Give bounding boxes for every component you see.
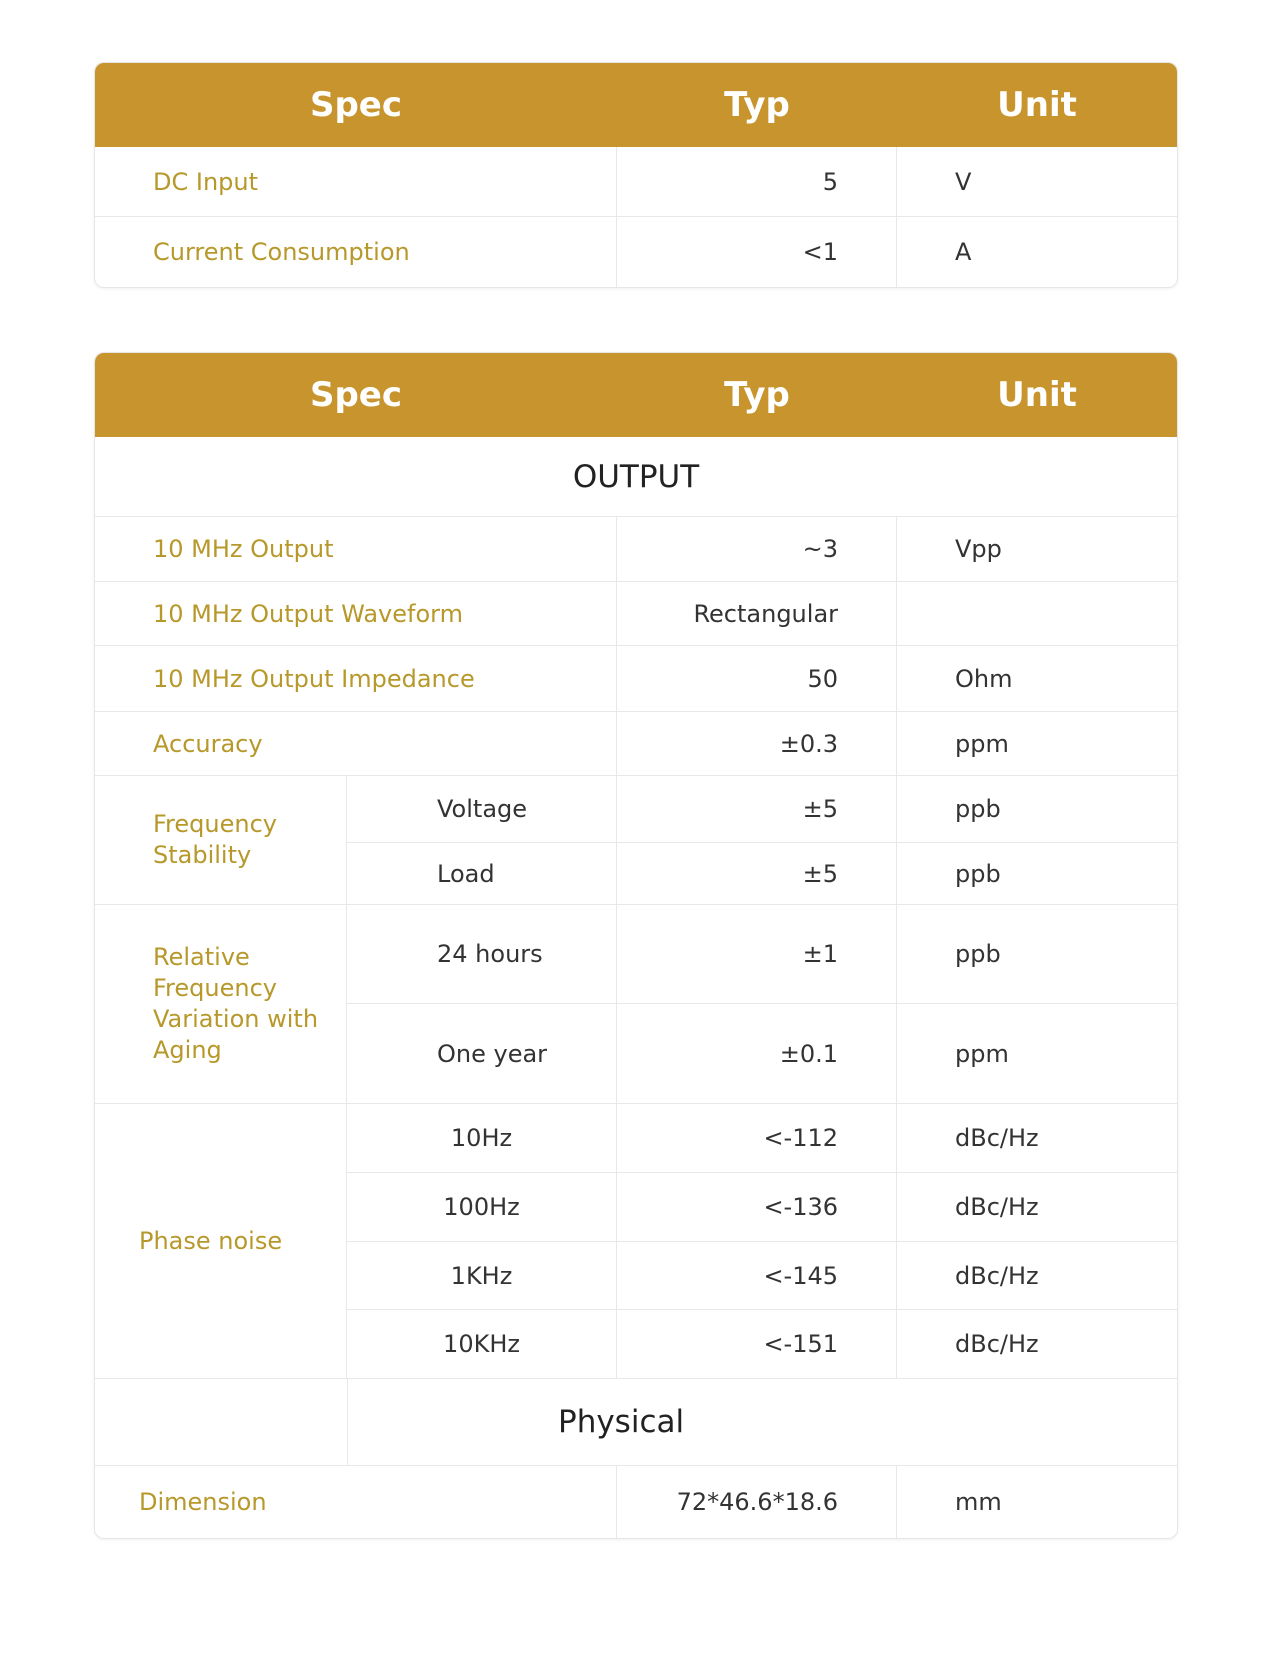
header-spec: Spec	[95, 353, 617, 437]
header-row	[95, 63, 1177, 147]
spec-name: DC Input	[95, 147, 617, 217]
typ-value: Rectangular	[617, 582, 897, 646]
unit-value: mm	[955, 1488, 1002, 1516]
spec-name: 10 MHz Output Waveform	[95, 582, 617, 646]
unit-value: Ohm	[897, 646, 1177, 712]
table-row	[95, 1104, 1177, 1173]
power-spec-table	[94, 62, 1178, 288]
spec-name: Current Consumption	[95, 217, 617, 287]
spec-name-phase-noise: Phase noise	[95, 1104, 347, 1379]
header-unit: Unit	[897, 353, 1177, 437]
table-row	[95, 147, 1177, 217]
section-row-output	[95, 437, 1177, 517]
unit-value: dBc/Hz	[897, 1104, 1177, 1173]
typ-value: ±0.1	[617, 1004, 897, 1104]
table-row	[95, 905, 1177, 1004]
typ-value: 50	[617, 646, 897, 712]
typ-value: 5	[617, 147, 897, 217]
typ-value: ~3	[617, 517, 897, 582]
spec-name-frequency-stability: Frequency Stability	[95, 776, 347, 905]
unit-value: ppm	[897, 712, 1177, 776]
spec-name: Dimension	[95, 1466, 617, 1538]
header-typ: Typ	[617, 353, 897, 437]
unit-value: dBc/Hz	[897, 1242, 1177, 1310]
offset-label: 100Hz	[347, 1173, 617, 1242]
unit-value: V	[897, 147, 1177, 217]
unit-value: ppb	[897, 776, 1177, 843]
table-row	[95, 217, 1177, 287]
table-row	[95, 582, 1177, 646]
condition-label: One year	[347, 1004, 617, 1104]
table-row	[95, 776, 1177, 843]
typ-value: 72*46.6*18.6	[617, 1466, 897, 1538]
header-row	[95, 353, 1177, 437]
unit-value: ppm	[897, 1004, 1177, 1104]
typ-value: <-136	[617, 1173, 897, 1242]
header-spec: Spec	[95, 63, 617, 147]
table-row	[95, 646, 1177, 712]
typ-value: ±5	[617, 843, 897, 905]
typ-value: ±5	[617, 776, 897, 843]
condition-label: 24 hours	[347, 905, 617, 1004]
header-unit: Unit	[897, 63, 1177, 147]
typ-value: <-151	[617, 1310, 897, 1379]
output-spec-table	[94, 352, 1178, 1539]
spec-name-aging: Relative Frequency Variation with Aging	[95, 905, 347, 1104]
table-row	[95, 712, 1177, 776]
unit-value: dBc/Hz	[897, 1173, 1177, 1242]
unit-value	[897, 582, 1177, 646]
spec-name: Accuracy	[95, 712, 617, 776]
unit-value: A	[955, 238, 972, 266]
typ-value: <1	[617, 217, 897, 287]
section-title-physical: Physical	[347, 1379, 1177, 1466]
unit-value: dBc/Hz	[897, 1310, 1177, 1379]
typ-value: ±1	[617, 905, 897, 1004]
table-row	[95, 1466, 1177, 1538]
spec-name: 10 MHz Output Impedance	[95, 646, 617, 712]
section-spacer	[95, 1379, 347, 1466]
typ-value: <-145	[617, 1242, 897, 1310]
spec-name: 10 MHz Output	[95, 517, 617, 582]
condition-label: Load	[347, 843, 617, 905]
unit-value: ppb	[897, 843, 1177, 905]
unit-value: Vpp	[897, 517, 1177, 582]
offset-label: 1KHz	[347, 1242, 617, 1310]
header-typ: Typ	[617, 63, 897, 147]
section-row-physical	[95, 1379, 1177, 1466]
typ-value: <-112	[617, 1104, 897, 1173]
table-row	[95, 517, 1177, 582]
offset-label: 10Hz	[347, 1104, 617, 1173]
condition-label: Voltage	[347, 776, 617, 843]
section-title-output: OUTPUT	[95, 437, 1177, 517]
offset-label: 10KHz	[347, 1310, 617, 1379]
typ-value: ±0.3	[617, 712, 897, 776]
unit-value: ppb	[897, 905, 1177, 1004]
